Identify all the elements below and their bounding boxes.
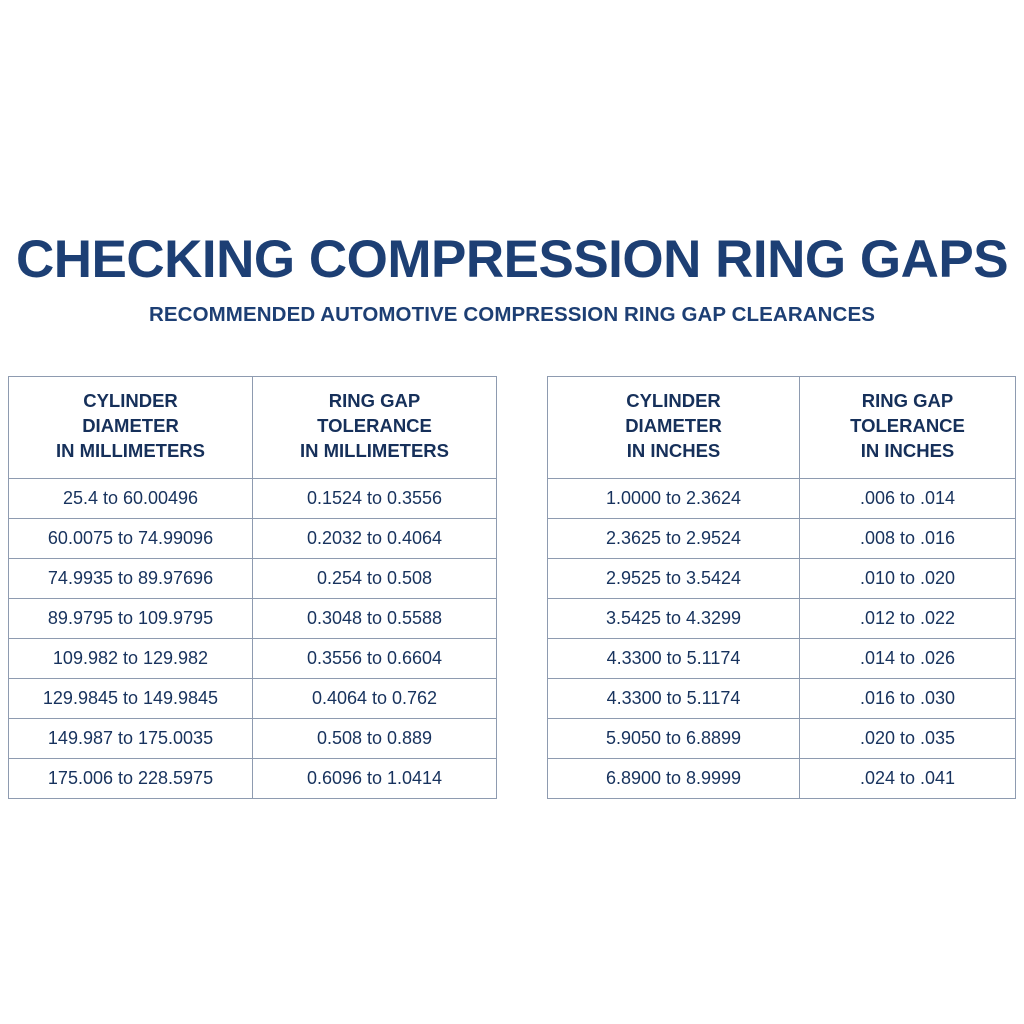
cell-diameter: 149.987 to 175.0035 [9,718,253,758]
header-line: CYLINDER [626,390,721,411]
cell-tolerance: 0.4064 to 0.762 [253,678,497,718]
header-line: IN MILLIMETERS [55,439,206,461]
header-line: DIAMETER [625,414,722,436]
header-line: IN INCHES [860,439,955,461]
header-line: RING GAP [861,390,954,411]
imperial-table [547,376,1016,799]
cell-tolerance: 0.3048 to 0.5588 [253,598,497,638]
cell-tolerance: .014 to .026 [800,638,1016,678]
cell-diameter: 25.4 to 60.00496 [9,478,253,518]
header-line: TOLERANCE [317,414,432,436]
table-row [9,478,497,518]
cell-tolerance: .016 to .030 [800,678,1016,718]
table-row [548,478,1016,518]
table-row [9,598,497,638]
page-title: CHECKING COMPRESSION RING GAPS [15,229,1009,289]
table-row [548,718,1016,758]
cell-tolerance: .024 to .041 [800,758,1016,798]
cell-tolerance: .010 to .020 [800,558,1016,598]
table-row [9,558,497,598]
cell-diameter: 89.9795 to 109.9795 [9,598,253,638]
table-row [548,678,1016,718]
table-row [548,758,1016,798]
table-row [9,518,497,558]
cell-tolerance: .012 to .022 [800,598,1016,638]
header-line: CYLINDER [83,390,178,411]
cell-tolerance: 0.3556 to 0.6604 [253,638,497,678]
column-header-cylinder-diameter-mm [9,377,253,479]
table-row [548,598,1016,638]
cell-tolerance: .006 to .014 [800,478,1016,518]
cell-diameter: 3.5425 to 4.3299 [548,598,800,638]
table-row [9,758,497,798]
cell-tolerance: 0.6096 to 1.0414 [253,758,497,798]
header-line: IN MILLIMETERS [299,439,450,461]
cell-tolerance: 0.2032 to 0.4064 [253,518,497,558]
cell-diameter: 1.0000 to 2.3624 [548,478,800,518]
table-row [9,718,497,758]
column-header-ring-gap-tolerance-in [800,377,1016,479]
header-line: IN INCHES [626,439,721,461]
cell-tolerance: 0.1524 to 0.3556 [253,478,497,518]
header-line: TOLERANCE [850,414,965,436]
table-row [548,638,1016,678]
cell-diameter: 74.9935 to 89.97696 [9,558,253,598]
cell-tolerance: .008 to .016 [800,518,1016,558]
cell-diameter: 60.0075 to 74.99096 [9,518,253,558]
page-subtitle: RECOMMENDED AUTOMOTIVE COMPRESSION RING GAP CLEARANCES [149,303,875,326]
table-row [548,518,1016,558]
cell-diameter: 2.3625 to 2.9524 [548,518,800,558]
cell-tolerance: 0.508 to 0.889 [253,718,497,758]
table-row [548,558,1016,598]
cell-tolerance: .020 to .035 [800,718,1016,758]
header-line: DIAMETER [82,414,179,436]
table-row [9,678,497,718]
cell-diameter: 2.9525 to 3.5424 [548,558,800,598]
cell-diameter: 4.3300 to 5.1174 [548,638,800,678]
table-header-row [548,377,1016,479]
cell-diameter: 129.9845 to 149.9845 [9,678,253,718]
cell-diameter: 5.9050 to 6.8899 [548,718,800,758]
cell-tolerance: 0.254 to 0.508 [253,558,497,598]
table-header-row [9,377,497,479]
cell-diameter: 175.006 to 228.5975 [9,758,253,798]
tables-container [0,376,1024,799]
header-line: RING GAP [328,390,421,411]
cell-diameter: 6.8900 to 8.9999 [548,758,800,798]
cell-diameter: 4.3300 to 5.1174 [548,678,800,718]
table-row [9,638,497,678]
cell-diameter: 109.982 to 129.982 [9,638,253,678]
column-header-cylinder-diameter-in [548,377,800,479]
column-header-ring-gap-tolerance-mm [253,377,497,479]
metric-table [8,376,497,799]
